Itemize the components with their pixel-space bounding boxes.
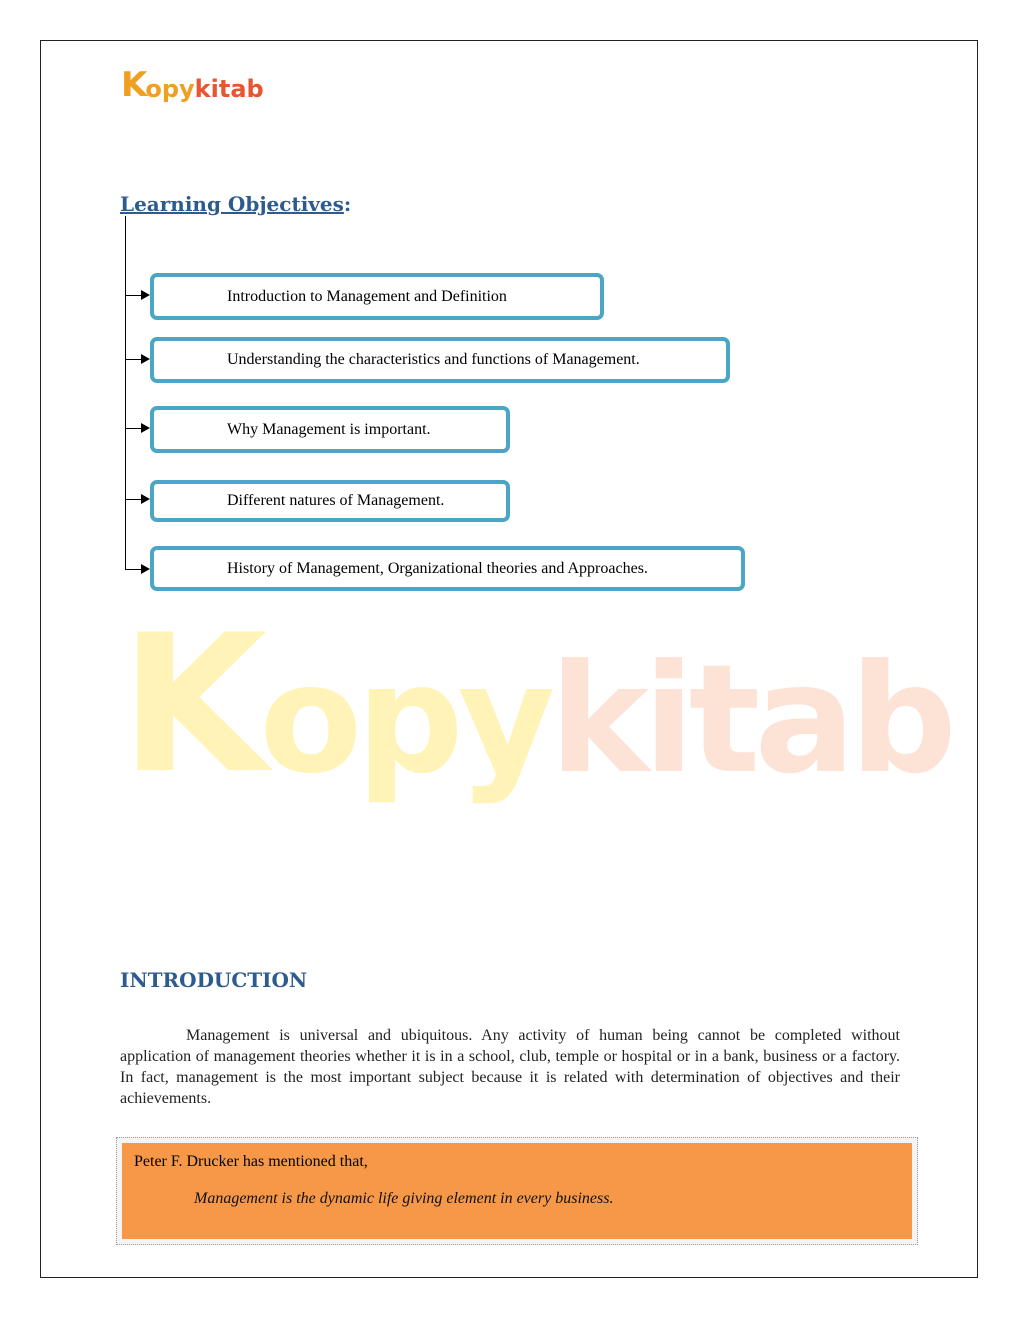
logo-k: K <box>121 65 148 105</box>
arrow-1 <box>126 295 142 296</box>
learning-objectives-title: Learning Objectives <box>120 192 344 216</box>
learning-objectives-heading <box>120 192 351 216</box>
objective-box-4 <box>150 480 510 522</box>
arrow-3 <box>126 428 142 429</box>
watermark-opy: opy <box>259 633 550 807</box>
learning-objectives-colon: : <box>343 192 352 216</box>
objective-text-3: Why Management is important. <box>227 420 431 438</box>
watermark-k: K <box>120 594 260 815</box>
objective-box-1 <box>150 273 604 320</box>
watermark-kitab: kitab <box>549 633 951 807</box>
logo-opy: opy <box>145 75 195 103</box>
arrow-5 <box>126 569 142 570</box>
objective-text-2: Understanding the characteristics and functions of Management. <box>227 351 640 368</box>
introduction-heading: INTRODUCTION <box>120 968 308 992</box>
quote-box <box>122 1143 912 1239</box>
objective-box-5 <box>150 546 745 591</box>
logo-kitab: kitab <box>194 75 264 103</box>
objectives-tree-line <box>125 216 126 570</box>
kopykitab-logo <box>121 60 264 106</box>
objective-box-2 <box>150 337 730 383</box>
objective-text-4: Different natures of Management. <box>227 492 445 509</box>
arrow-4 <box>126 499 142 500</box>
arrow-2 <box>126 359 142 360</box>
quote-lead: Peter F. Drucker has mentioned that, <box>134 1153 368 1170</box>
quote-text: Management is the dynamic life giving element in every business. <box>194 1190 614 1207</box>
quote-callout <box>116 1137 918 1245</box>
objective-text-5: History of Management, Organizational theories and Approaches. <box>227 559 648 577</box>
objective-text-1: Introduction to Management and Definition <box>227 287 507 305</box>
objective-box-3 <box>150 406 510 453</box>
introduction-paragraph: Management is universal and ubiquitous. Any activity of human being cannot be completed without application of management theories whether it is in a school, club, temple or hospital or in a bank, business or a factory. In fact, management is the most important subject because it is related with determination of objectives and their achievements. <box>120 1027 900 1107</box>
